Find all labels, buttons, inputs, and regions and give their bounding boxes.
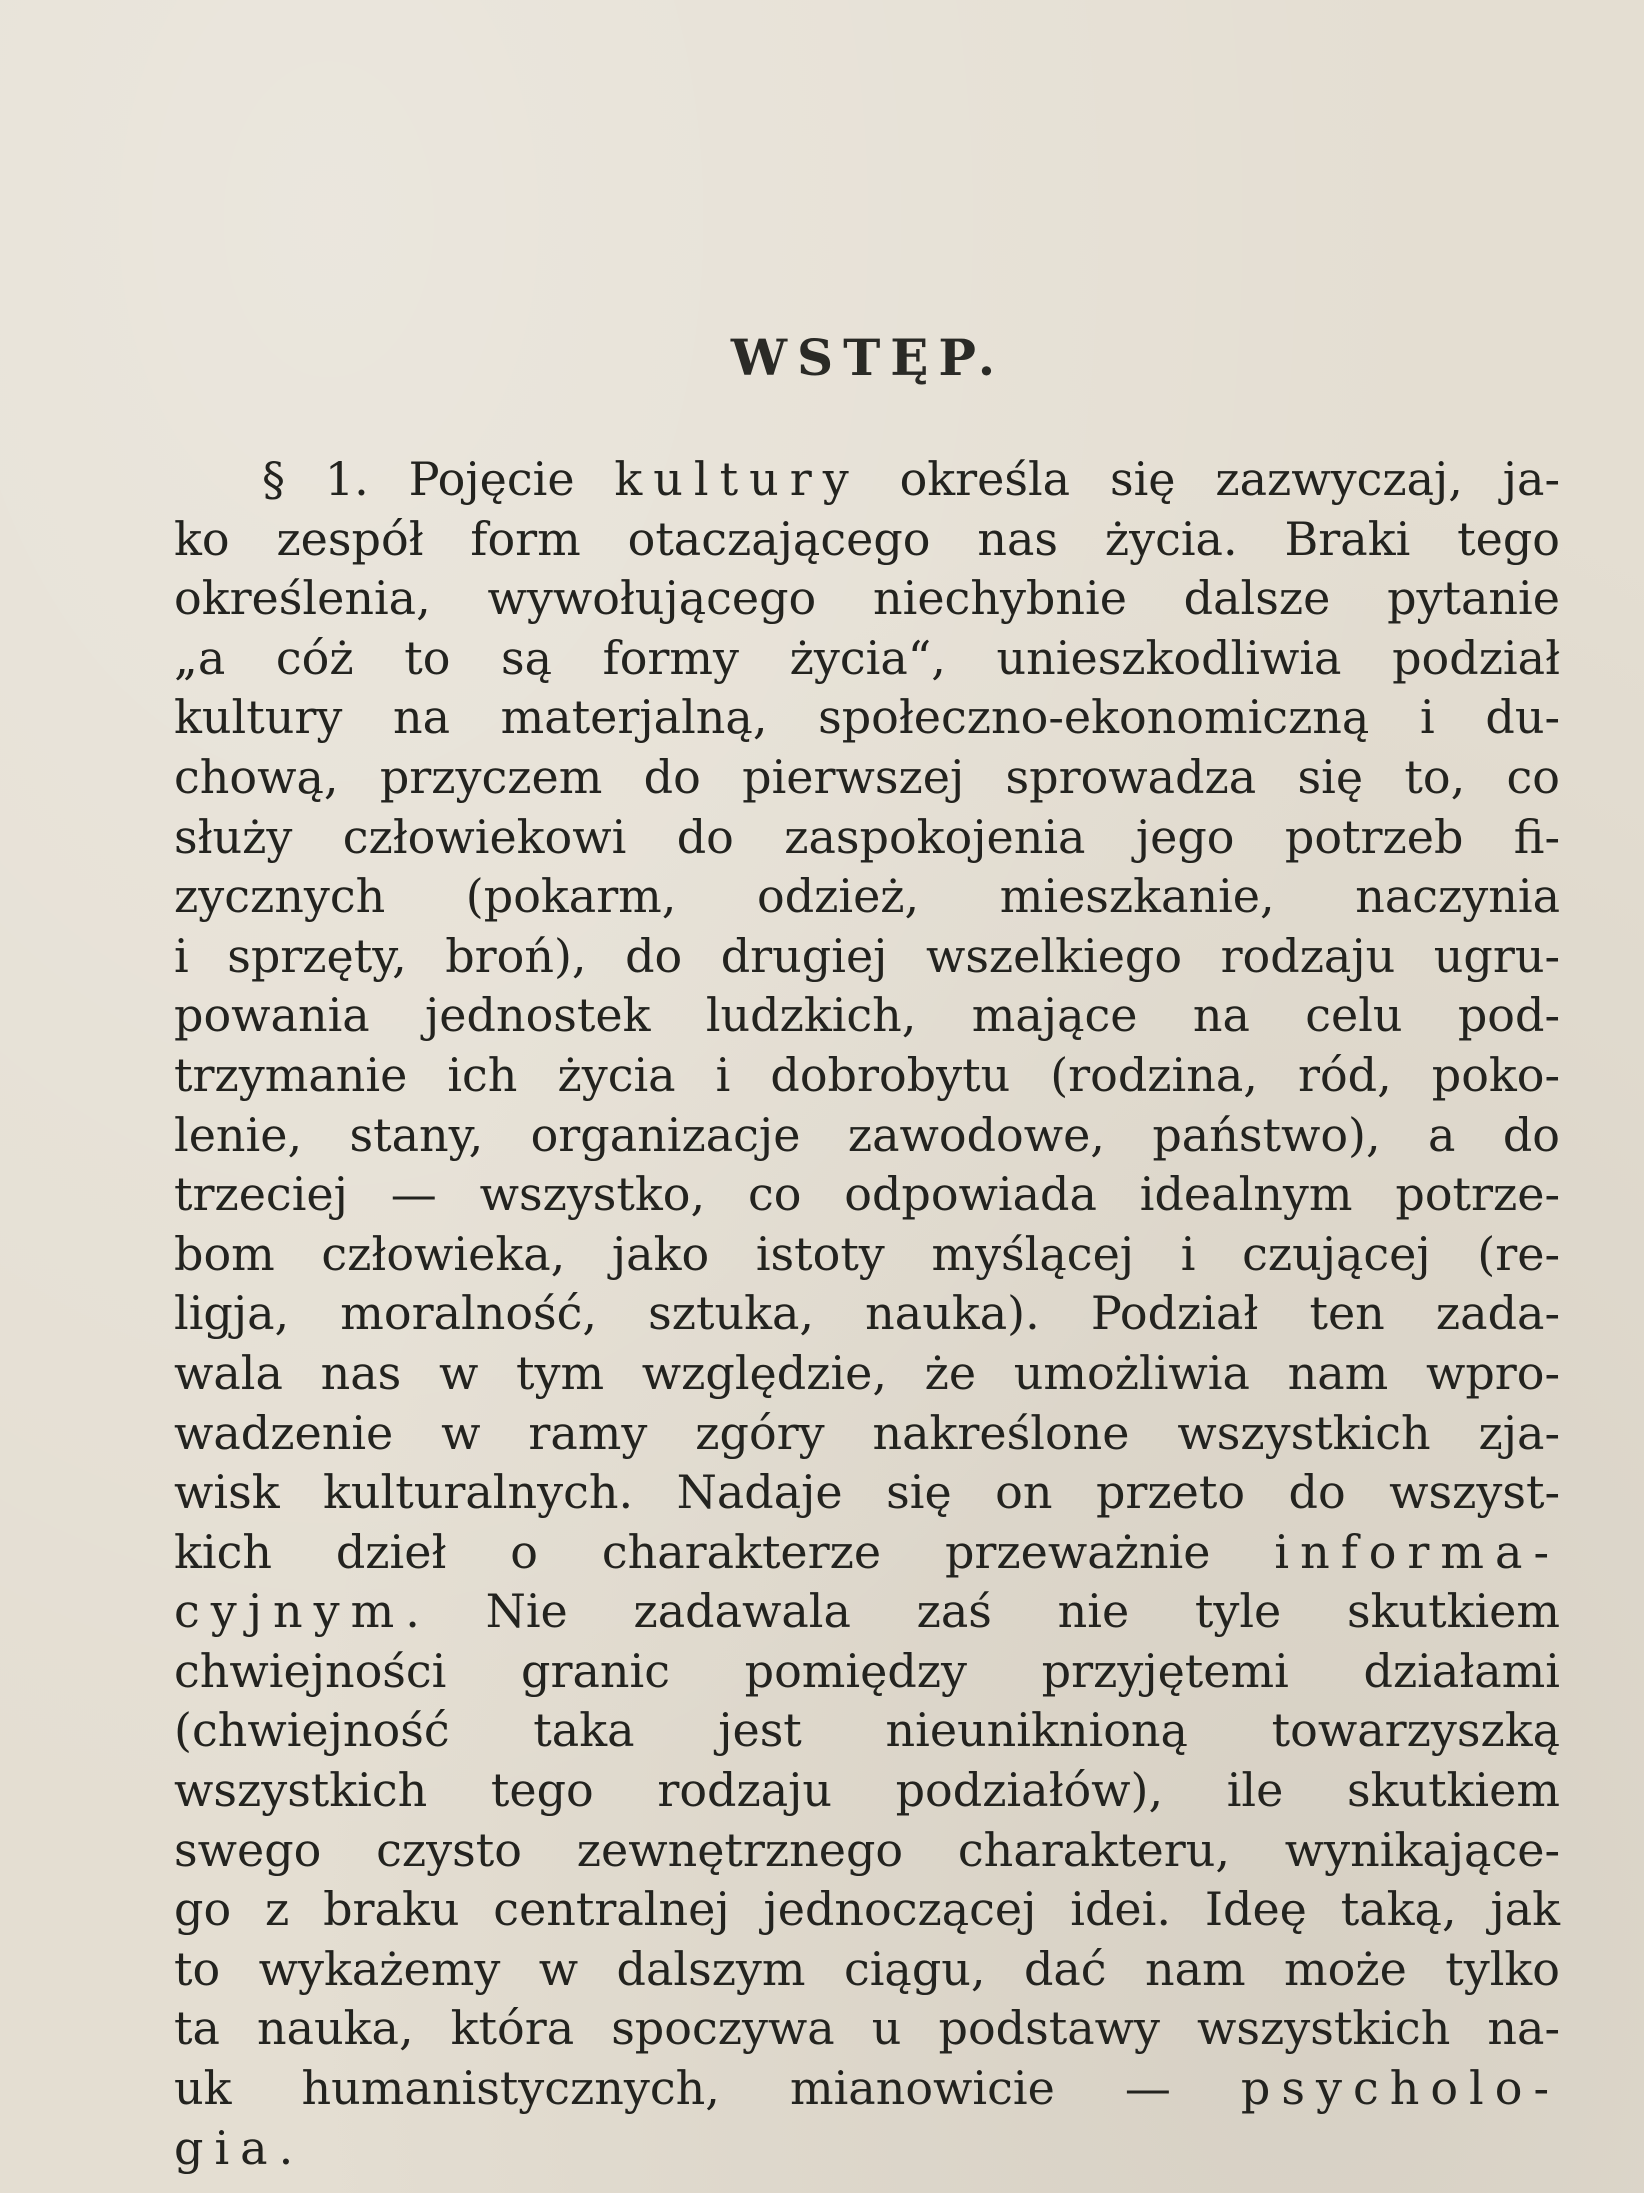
text-run: lenie, stany, organizacje zawodowe, państwo), a do [174,1107,1560,1162]
text-line [174,688,1560,748]
text-line [174,1523,1560,1583]
text-run: ta nauka, która spoczywa u podstawy wszystkich na- [174,2001,1560,2056]
text-line [174,1999,1560,2059]
text-line [174,1284,1560,1344]
text-run: wszystkich tego rodzaju podziałów), ile skutkiem [174,1763,1560,1818]
chapter-heading [0,328,1644,387]
text-run: ligja, moralność, sztuka, nauka). Podział ten zada- [174,1286,1560,1341]
text-line [174,1761,1560,1821]
chapter-heading-text: WSTĘP. [730,328,1006,387]
text-line [174,1344,1560,1404]
text-run: swego czysto zewnętrznego charakteru, wynikające- [174,1822,1560,1877]
text-line [174,808,1560,868]
spaced-emphasis: psycholo- [1240,2061,1560,2116]
text-line [174,450,1560,510]
text-line [174,1225,1560,1285]
text-run: określa się zazwyczaj, ja- [859,452,1561,506]
text-line [174,927,1560,987]
text-line [174,1046,1560,1106]
text-line [174,867,1560,927]
text-run: chwiejności granic pomiędzy przyjętemi działami [174,1643,1560,1698]
text-run: wisk kulturalnych. Nadaje się on przeto do wszyst- [174,1465,1560,1520]
spaced-emphasis: gia [174,2120,279,2175]
text-line [174,1880,1560,1940]
text-run: to wykażemy w dalszym ciągu, dać nam może tylko [174,1941,1560,1996]
text-line [174,569,1560,629]
text-run: powania jednostek ludzkich, mające na celu pod- [174,988,1560,1043]
text-run: . Nie zadawala zaś nie tyle skutkiem [405,1584,1560,1639]
text-line [174,1404,1560,1464]
spaced-emphasis: cyjnym [174,1584,406,1639]
text-run: trzeciej — wszystko, co odpowiada idealnym potrze- [174,1167,1560,1222]
text-run: chową, przyczem do pierwszej sprowadza się to, co [174,749,1560,804]
paragraph-section-1 [174,450,1560,2178]
text-run: i sprzęty, broń), do drugiej wszelkiego rodzaju ugru- [174,928,1560,983]
text-run: ko zespół form otaczającego nas życia. Braki tego [174,511,1560,566]
text-run: określenia, wywołującego niechybnie dalsze pytanie [174,571,1560,626]
text-run: (chwiejność taka jest nieuniknioną towarzyszką [174,1703,1560,1758]
text-line [174,1582,1560,1642]
text-line [174,510,1560,570]
text-line [174,629,1560,689]
text-line [174,1940,1560,2000]
text-line [174,1106,1560,1166]
text-run: uk humanistycznych, mianowicie — [174,2061,1241,2116]
text-run: wadzenie w ramy zgóry nakreślone wszystkich zja- [174,1405,1560,1460]
text-run: służy człowiekowi do zaspokojenia jego potrzeb fi- [174,809,1560,864]
text-line [174,748,1560,808]
text-run: „a cóż to są formy życia“, unieszkodliwia podział [174,630,1560,685]
text-run: trzymanie ich życia i dobrobytu (rodzina, ród, poko- [174,1047,1560,1102]
text-run: kultury na materjalną, społeczno-ekonomiczną i du- [174,690,1560,745]
text-line [174,2059,1560,2119]
text-run: . [278,2120,294,2175]
text-line [174,1701,1560,1761]
text-run: bom człowieka, jako istoty myślącej i czującej (re- [174,1226,1560,1281]
spaced-emphasis: kultury [614,452,860,506]
text-line [174,1821,1560,1881]
text-line [174,1642,1560,1702]
text-run: go z braku centralnej jednoczącej idei. Ideę taką, jak [174,1882,1560,1937]
text-line [174,1463,1560,1523]
text-run: zycznych (pokarm, odzież, mieszkanie, naczynia [174,869,1560,924]
text-run: § 1. Pojęcie [262,452,615,506]
text-line [174,2119,1560,2179]
text-line [174,986,1560,1046]
text-run: wala nas w tym względzie, że umożliwia nam wpro- [174,1345,1560,1400]
spaced-emphasis: informa- [1274,1524,1560,1579]
text-run: kich dzieł o charakterze przeważnie [174,1524,1275,1579]
text-line [174,1165,1560,1225]
